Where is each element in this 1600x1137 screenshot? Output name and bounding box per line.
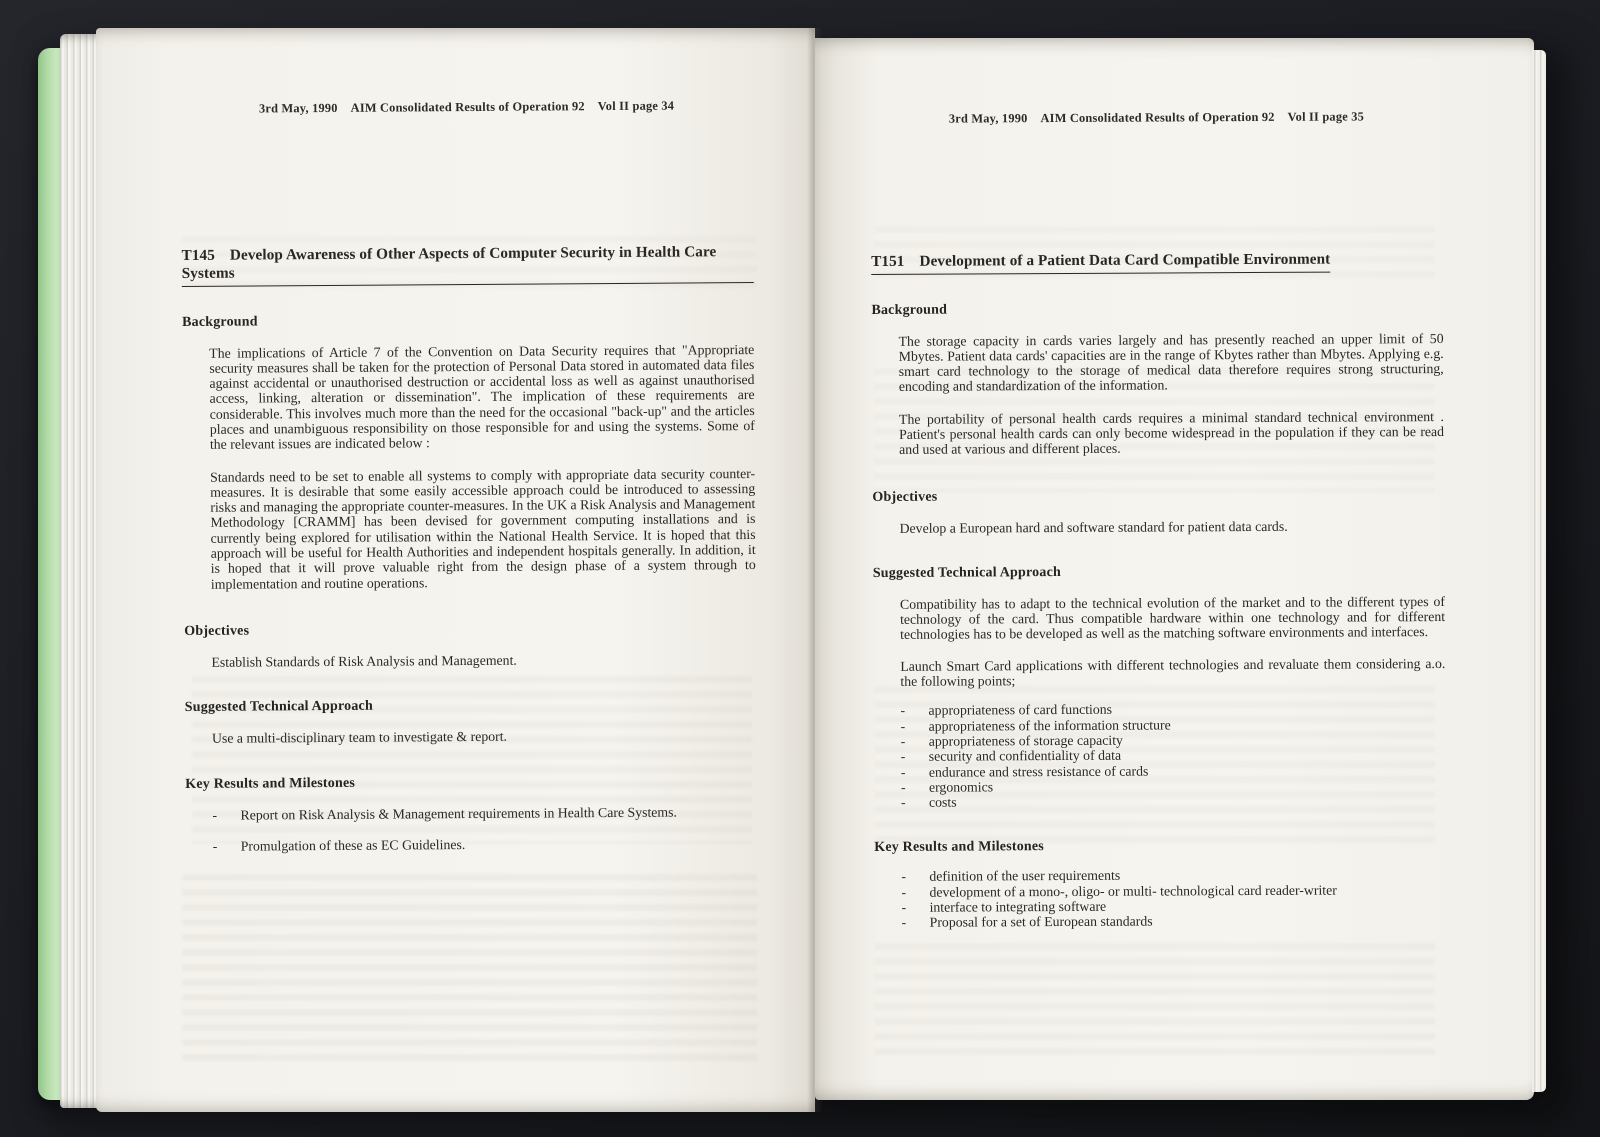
heading-suggested-technical-approach: Suggested Technical Approach [872, 564, 1062, 581]
heading-key-results: Key Results and Milestones [185, 775, 356, 792]
running-header [180, 24, 753, 117]
list-item-text: endurance and stress resistance of cards [928, 763, 1149, 780]
task-title-t151 [871, 250, 1443, 274]
left-page-edge-stack [60, 34, 98, 1108]
list-item-text: Proposal for a set of European standards [929, 913, 1153, 931]
background-paragraph-2: The portability of personal health cards requires a minimal standard technical environment . Patient's personal health cards can only become widespread in the population if they can be read and used at various and different places. [898, 408, 1445, 458]
key-results-list [212, 804, 757, 854]
header-page-number: Vol II page 34 [597, 98, 675, 114]
list-item-text: appropriateness of storage capacity [928, 732, 1123, 749]
task-code: T151 [871, 252, 905, 270]
task-title-t145 [182, 243, 754, 286]
task-title-text: Development of a Patient Data Card Compatible Environment [919, 250, 1331, 270]
dash-bullet: - [901, 915, 907, 931]
dash-bullet: - [901, 869, 907, 885]
approach-text: Use a multi-disciplinary team to investigate & report. [211, 728, 508, 747]
list-item-text: appropriateness of card functions [928, 702, 1113, 719]
right-page [815, 38, 1534, 1100]
approach-paragraph-2: Launch Smart Card applications with different technologies and revaluate them considering a.o. the following points; [900, 655, 1446, 689]
background-paragraph-1: The implications of Article 7 of the Convention on Data Security requires that "Appropriate security measures shall be taken for the protection of Personal Data stored in automated data files against accidental or unauthorised destruction or accidental loss as well as against unauthorised access, linking, alteration or dissemination". The implication of these requirements are considerable. This involves much more than the need for the occasional "back-up" and the articles places and unambiguous responsibility on those responsible for and using the systems. Some of the relevant issues are indicated below : [209, 341, 755, 453]
dash-bullet: - [900, 794, 906, 810]
approach-paragraph-1: Compatibility has to adapt to the technical evolution of the market and to the different types of technology of the card. Thus compatible hardware within one technology and for different technologies has to be developed as well as the matching software environments and interfaces. [899, 593, 1446, 643]
dash-bullet: - [212, 807, 218, 823]
header-date: 3rd May, 1990 [258, 100, 338, 116]
bleed-through-text [875, 943, 1435, 1063]
right-page-edge-stack [1532, 50, 1546, 1092]
header-page-number: Vol II page 35 [1287, 109, 1365, 124]
task-title-text: Develop Awareness of Other Aspects of Computer Security in Health Care Systems [181, 243, 717, 282]
running-header [870, 35, 1442, 127]
dash-bullet: - [901, 884, 907, 900]
header-date: 3rd May, 1990 [948, 111, 1028, 126]
background-paragraph-1: The storage capacity in cards varies largely and has presently reached an upper limit of 50 Mbytes. Patient data cards' capacities are in the range of Kbytes rather than Mbytes. Applying e.g. smart card technology to the storage of medical data therefore requires strong structuring, encoding and standardization of the information. [898, 330, 1444, 395]
list-item-text: appropriateness of the information structure [928, 717, 1171, 734]
list-item-text: development of a mono-, oligo- or multi- technological card reader-writer [929, 882, 1337, 900]
open-book [38, 28, 1554, 1112]
objectives-text: Establish Standards of Risk Analysis and Management. [211, 652, 517, 670]
task-title-underline [871, 251, 1330, 275]
list-item [901, 792, 1446, 810]
dash-bullet: - [900, 779, 906, 795]
objectives-text: Develop a European hard and software standard for patient data cards. [899, 518, 1288, 536]
heading-background: Background [871, 302, 948, 318]
heading-key-results: Key Results and Milestones [874, 839, 1044, 856]
left-page [96, 28, 815, 1112]
dash-bullet: - [900, 718, 906, 734]
list-item-text: definition of the user requirements [929, 868, 1121, 885]
list-item-text: interface to integrating software [929, 898, 1107, 915]
dash-bullet: - [900, 764, 906, 780]
list-item [902, 912, 1447, 930]
heading-objectives: Objectives [872, 489, 938, 505]
header-doc-title: AIM Consolidated Results of Operation 92 [1040, 109, 1275, 126]
list-item-text: ergonomics [928, 779, 994, 795]
heading-objectives: Objectives [184, 623, 250, 639]
header-doc-title: AIM Consolidated Results of Operation 92 [350, 99, 585, 115]
bleed-through-text [182, 874, 757, 1064]
dash-bullet: - [901, 899, 907, 915]
task-code: T145 [181, 246, 215, 264]
heading-background: Background [182, 313, 258, 330]
list-item-text: costs [928, 794, 957, 810]
list-item-text: Promulgation of these as EC Guidelines. [240, 836, 466, 854]
dash-bullet: - [900, 749, 906, 765]
approach-points-list [900, 700, 1446, 810]
book-cover-green-edge [38, 48, 62, 1100]
list-item-text: security and confidentiality of data [928, 747, 1122, 764]
dash-bullet: - [900, 733, 906, 749]
dash-bullet: - [900, 703, 906, 719]
list-item [212, 804, 757, 823]
heading-suggested-technical-approach: Suggested Technical Approach [184, 698, 373, 716]
dash-bullet: - [212, 838, 218, 854]
task-title-underline [182, 243, 754, 286]
list-item [213, 835, 758, 854]
key-results-list [901, 866, 1446, 930]
background-paragraph-2: Standards need to be set to enable all systems to comply with appropriate data security counter-measures. It is desirable that some easily accessible approach could be introduced to assessing risks and managing the appropriate counter-measures. In the UK a Risk Analysis and Management Methodology [CRAMM] has been devised for government computing installations and is currently being explored for utilisation within the National Health Service. It is hoped that this approach will be useful for Health Authorities and independent hospitals generally. In addition, it is hoped that it will prove valuable right from the design phase of a system through to implementation and routine operations. [210, 465, 756, 592]
list-item-text: Report on Risk Analysis & Management requirements in Health Care Systems. [240, 804, 677, 823]
